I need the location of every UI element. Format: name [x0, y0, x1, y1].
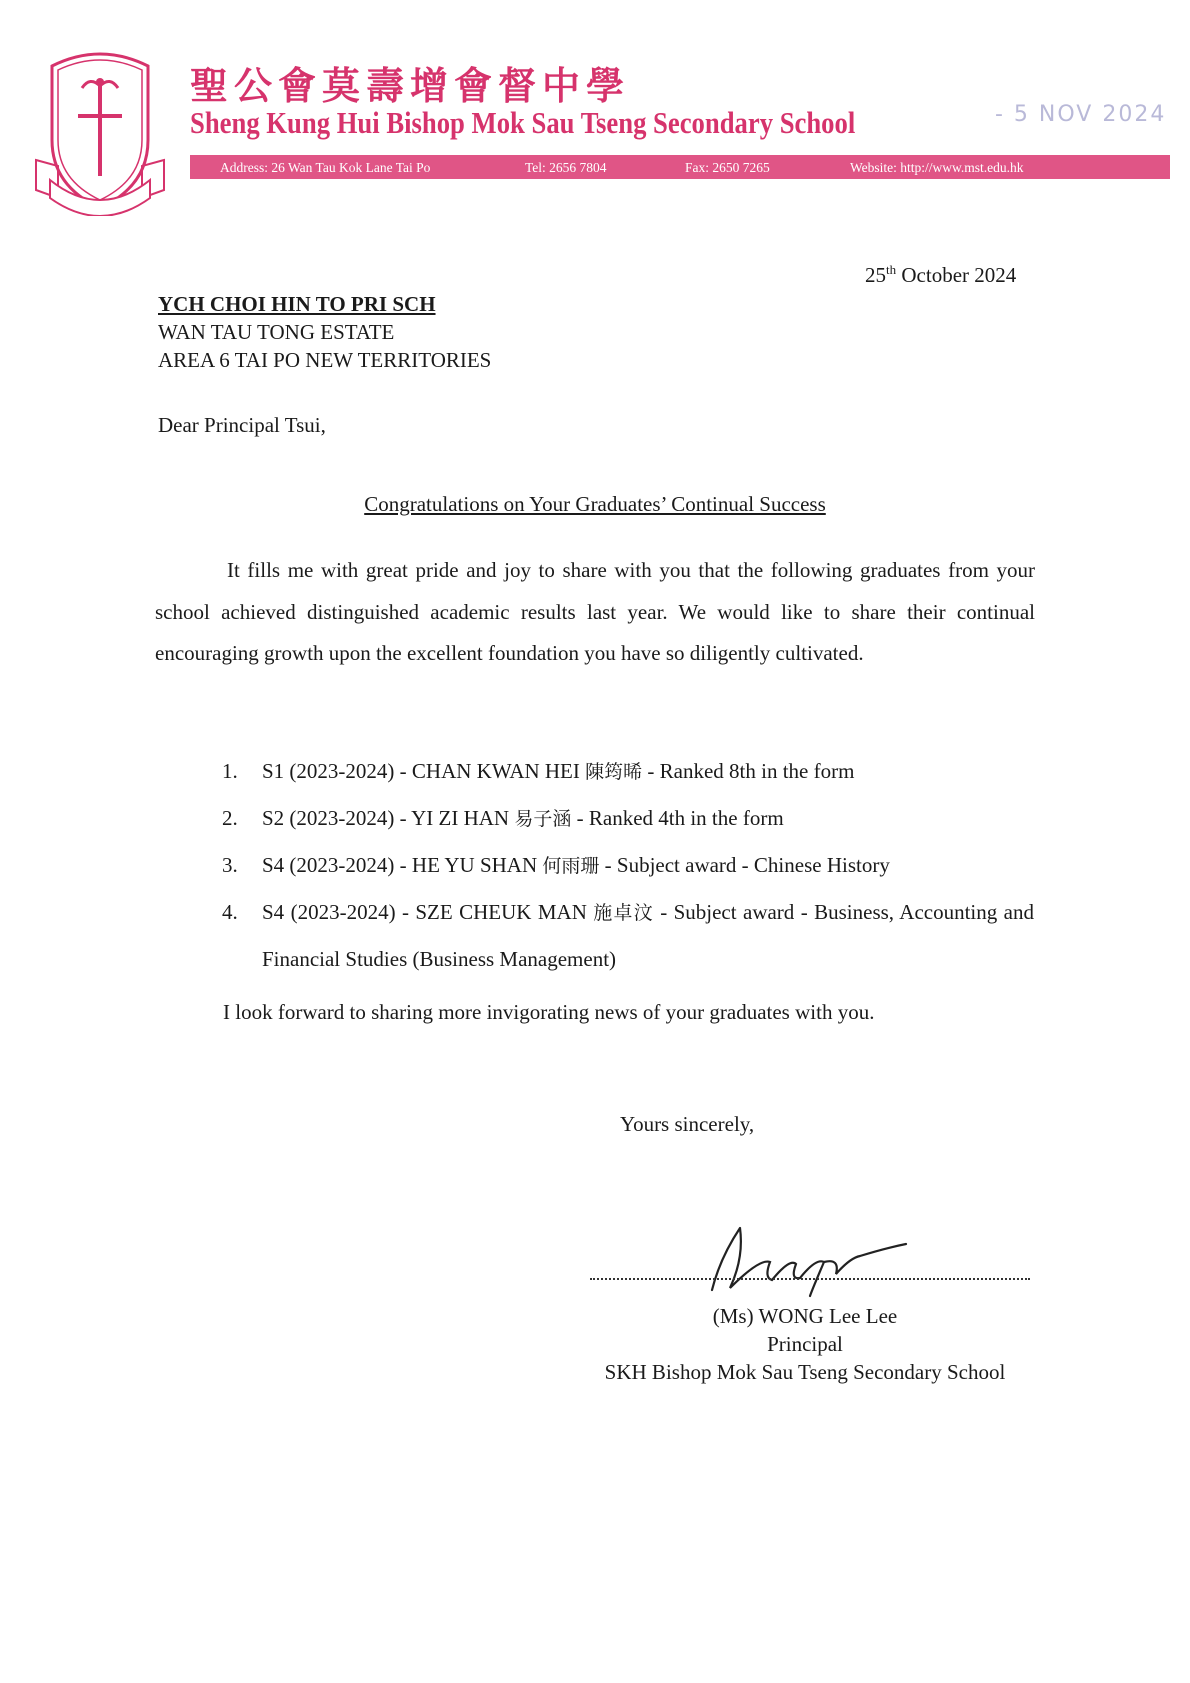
- address-text: Address: 26 Wan Tau Kok Lane Tai Po: [220, 160, 431, 175]
- signature-line: [590, 1278, 1030, 1280]
- recipient-block: [158, 290, 491, 374]
- recipient-address-line2: AREA 6 TAI PO NEW TERRITORIES: [158, 348, 492, 372]
- signature-image: [700, 1218, 920, 1298]
- letter-date: 25th October 2024: [865, 262, 1017, 287]
- body-paragraph: It fills me with great pride and joy to share with you that the following graduates from your school achieved distinguished academic results last year. We would like to share their continual encouraging growth upon the excellent foundation you have so diligently cultivated.: [155, 558, 1035, 665]
- closing-paragraph: I look forward to sharing more invigorating news of your graduates with you.: [223, 1000, 875, 1024]
- letter-subject: Congratulations on Your Graduates’ Continual Success: [364, 492, 826, 516]
- fax-text: Fax: 2650 7265: [685, 160, 770, 175]
- salutation: Dear Principal Tsui,: [158, 413, 326, 437]
- signer-school: SKH Bishop Mok Sau Tseng Secondary School: [604, 1360, 1006, 1384]
- contact-bar: [190, 155, 1170, 179]
- list-item: 3. S4 (2023-2024) - HE YU SHAN 何雨珊 - Subject award - Chinese History: [222, 853, 890, 877]
- recipient-name: YCH CHOI HIN TO PRI SCH: [158, 292, 436, 316]
- list-item: 2. S2 (2023-2024) - YI ZI HAN 易子涵 - Ranked 4th in the form: [222, 806, 784, 830]
- list-item: 4. S4 (2023-2024) - SZE CHEUK MAN 施卓汶 - Subject award - Business, Accounting and Financial Studies (Business Management): [222, 900, 1034, 971]
- tel-text: Tel: 2656 7804: [525, 160, 607, 175]
- signer-title: Principal: [767, 1332, 843, 1356]
- list-item: 1. S1 (2023-2024) - CHAN KWAN HEI 陳筠晞 - Ranked 8th in the form: [222, 759, 855, 783]
- received-date-stamp: - 5 NOV 2024: [995, 102, 1167, 127]
- signer-name: (Ms) WONG Lee Lee: [712, 1304, 898, 1328]
- sign-off: Yours sincerely,: [620, 1112, 755, 1136]
- website-link[interactable]: Website: http://www.mst.edu.hk: [850, 160, 1024, 175]
- school-name-chinese: 聖公會莫壽增會督中學: [190, 63, 631, 108]
- signer-block: [560, 1302, 1050, 1386]
- recipient-address-line1: WAN TAU TONG ESTATE: [158, 320, 395, 344]
- school-name-english: Sheng Kung Hui Bishop Mok Sau Tseng Secondary School: [190, 105, 856, 140]
- award-list: [222, 748, 1034, 982]
- school-crest-logo: [30, 48, 170, 216]
